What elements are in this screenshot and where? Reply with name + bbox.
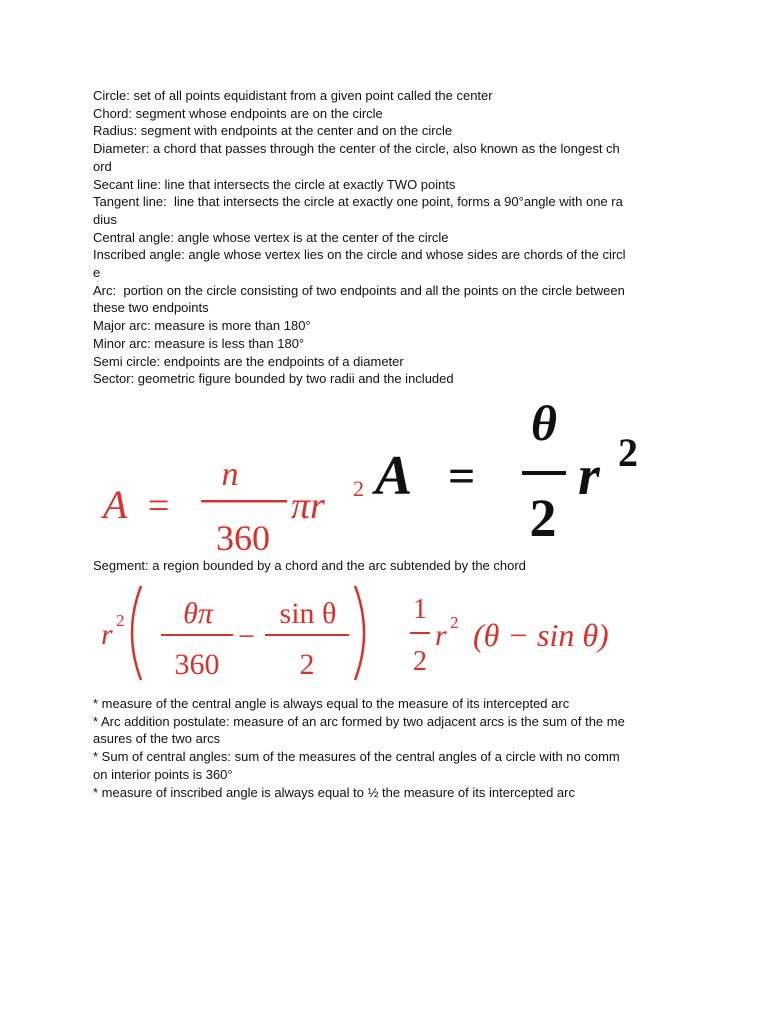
definitions-list — [93, 87, 678, 388]
note-line: * Sum of central angles: sum of the measures of the central angles of a circle with no comm — [93, 749, 620, 765]
definition-line: Central angle: angle whose vertex is at the center of the circle — [93, 229, 449, 245]
formula-lhs: A — [375, 445, 413, 507]
formula-exponent: 2 — [450, 613, 459, 632]
fraction-bar — [161, 634, 233, 636]
note-line: asures of the two arcs — [93, 731, 221, 747]
sector-formula-degrees — [100, 456, 364, 558]
formula-numerator: θ — [531, 395, 557, 451]
definition-line: Tangent line: line that intersects the circle at exactly one point, forms a 90°angle with one ra — [93, 194, 623, 210]
formula-exponent: 2 — [116, 611, 125, 630]
formula-equals: = — [148, 485, 170, 527]
fraction-bar — [265, 634, 349, 636]
formula-numerator: n — [221, 456, 239, 493]
definition-line: Diameter: a chord that passes through the center of the circle, also known as the longest ch — [93, 141, 620, 157]
formula-numerator: θπ — [183, 597, 213, 630]
fraction-bar — [410, 632, 430, 634]
note-line: * measure of the central angle is always equal to the measure of its intercepted arc — [93, 696, 570, 711]
formula-lhs: A — [103, 482, 128, 527]
note-line: on interior points is 360° — [93, 766, 233, 782]
formula-denominator: 360 — [174, 648, 220, 681]
definition-line: dius — [93, 211, 117, 227]
formula-pi-r: πr — [291, 485, 325, 527]
formula-exponent: 2 — [353, 476, 364, 501]
segment-formula-degrees — [101, 586, 364, 681]
formula-denominator: 2 — [299, 648, 315, 681]
definition-line: e — [93, 265, 101, 281]
definition-line: Secant line: line that intersects the circle at exactly TWO points — [93, 176, 456, 192]
definition-line: Minor arc: measure is less than 180° — [93, 335, 305, 351]
definition-line: Semi circle: endpoints are the endpoints of a diameter — [93, 353, 404, 369]
definition-line: Circle: set of all points equidistant from a given point called the center — [93, 88, 493, 103]
formula-r: r — [578, 445, 600, 507]
formula-exponent: 2 — [618, 430, 638, 475]
definition-line: ord — [93, 158, 112, 174]
formula-denominator: 2 — [413, 646, 427, 677]
formula-numerator: 1 — [413, 594, 427, 625]
sector-formula-radians — [372, 395, 638, 548]
formula-r: r — [101, 618, 113, 651]
fraction-bar — [522, 471, 566, 475]
definition-line: these two endpoints — [93, 300, 209, 316]
formula-r: r — [435, 619, 447, 652]
definition-line: Inscribed angle: angle whose vertex lies on the circle and whose sides are chords of the circl — [93, 247, 626, 263]
right-paren — [355, 586, 364, 680]
definition-line: Chord: segment whose endpoints are on the circle — [93, 105, 383, 121]
fraction-bar — [201, 500, 287, 503]
formula-denominator: 2 — [529, 488, 557, 548]
segment-definition: Segment: a region bounded by a chord and the arc subtended by the chord — [93, 558, 526, 573]
definition-line: Arc: portion on the circle consisting of two endpoints and all the points on the circle between — [93, 282, 625, 298]
segment-formulas — [93, 578, 673, 693]
formula-equals: = — [448, 450, 476, 503]
left-paren — [132, 586, 141, 680]
definition-line: Radius: segment with endpoints at the center and on the circle — [93, 123, 453, 139]
note-line: * measure of inscribed angle is always equal to ½ the measure of its intercepted arc — [93, 784, 575, 800]
definition-line: Major arc: measure is more than 180° — [93, 318, 311, 334]
note-line: * Arc addition postulate: measure of an arc formed by two adjacent arcs is the sum of the me — [93, 713, 625, 729]
definition-line: Sector: geometric figure bounded by two radii and the included — [93, 371, 454, 387]
formula-numerator: sin θ — [279, 597, 337, 630]
theorem-notes — [93, 695, 678, 801]
formula-denominator: 360 — [216, 518, 270, 558]
segment-formula-radians — [410, 594, 609, 677]
formula-minus: − — [238, 620, 255, 653]
formula-parenthetical: (θ − sin θ) — [473, 617, 609, 653]
sector-formulas — [93, 388, 673, 560]
